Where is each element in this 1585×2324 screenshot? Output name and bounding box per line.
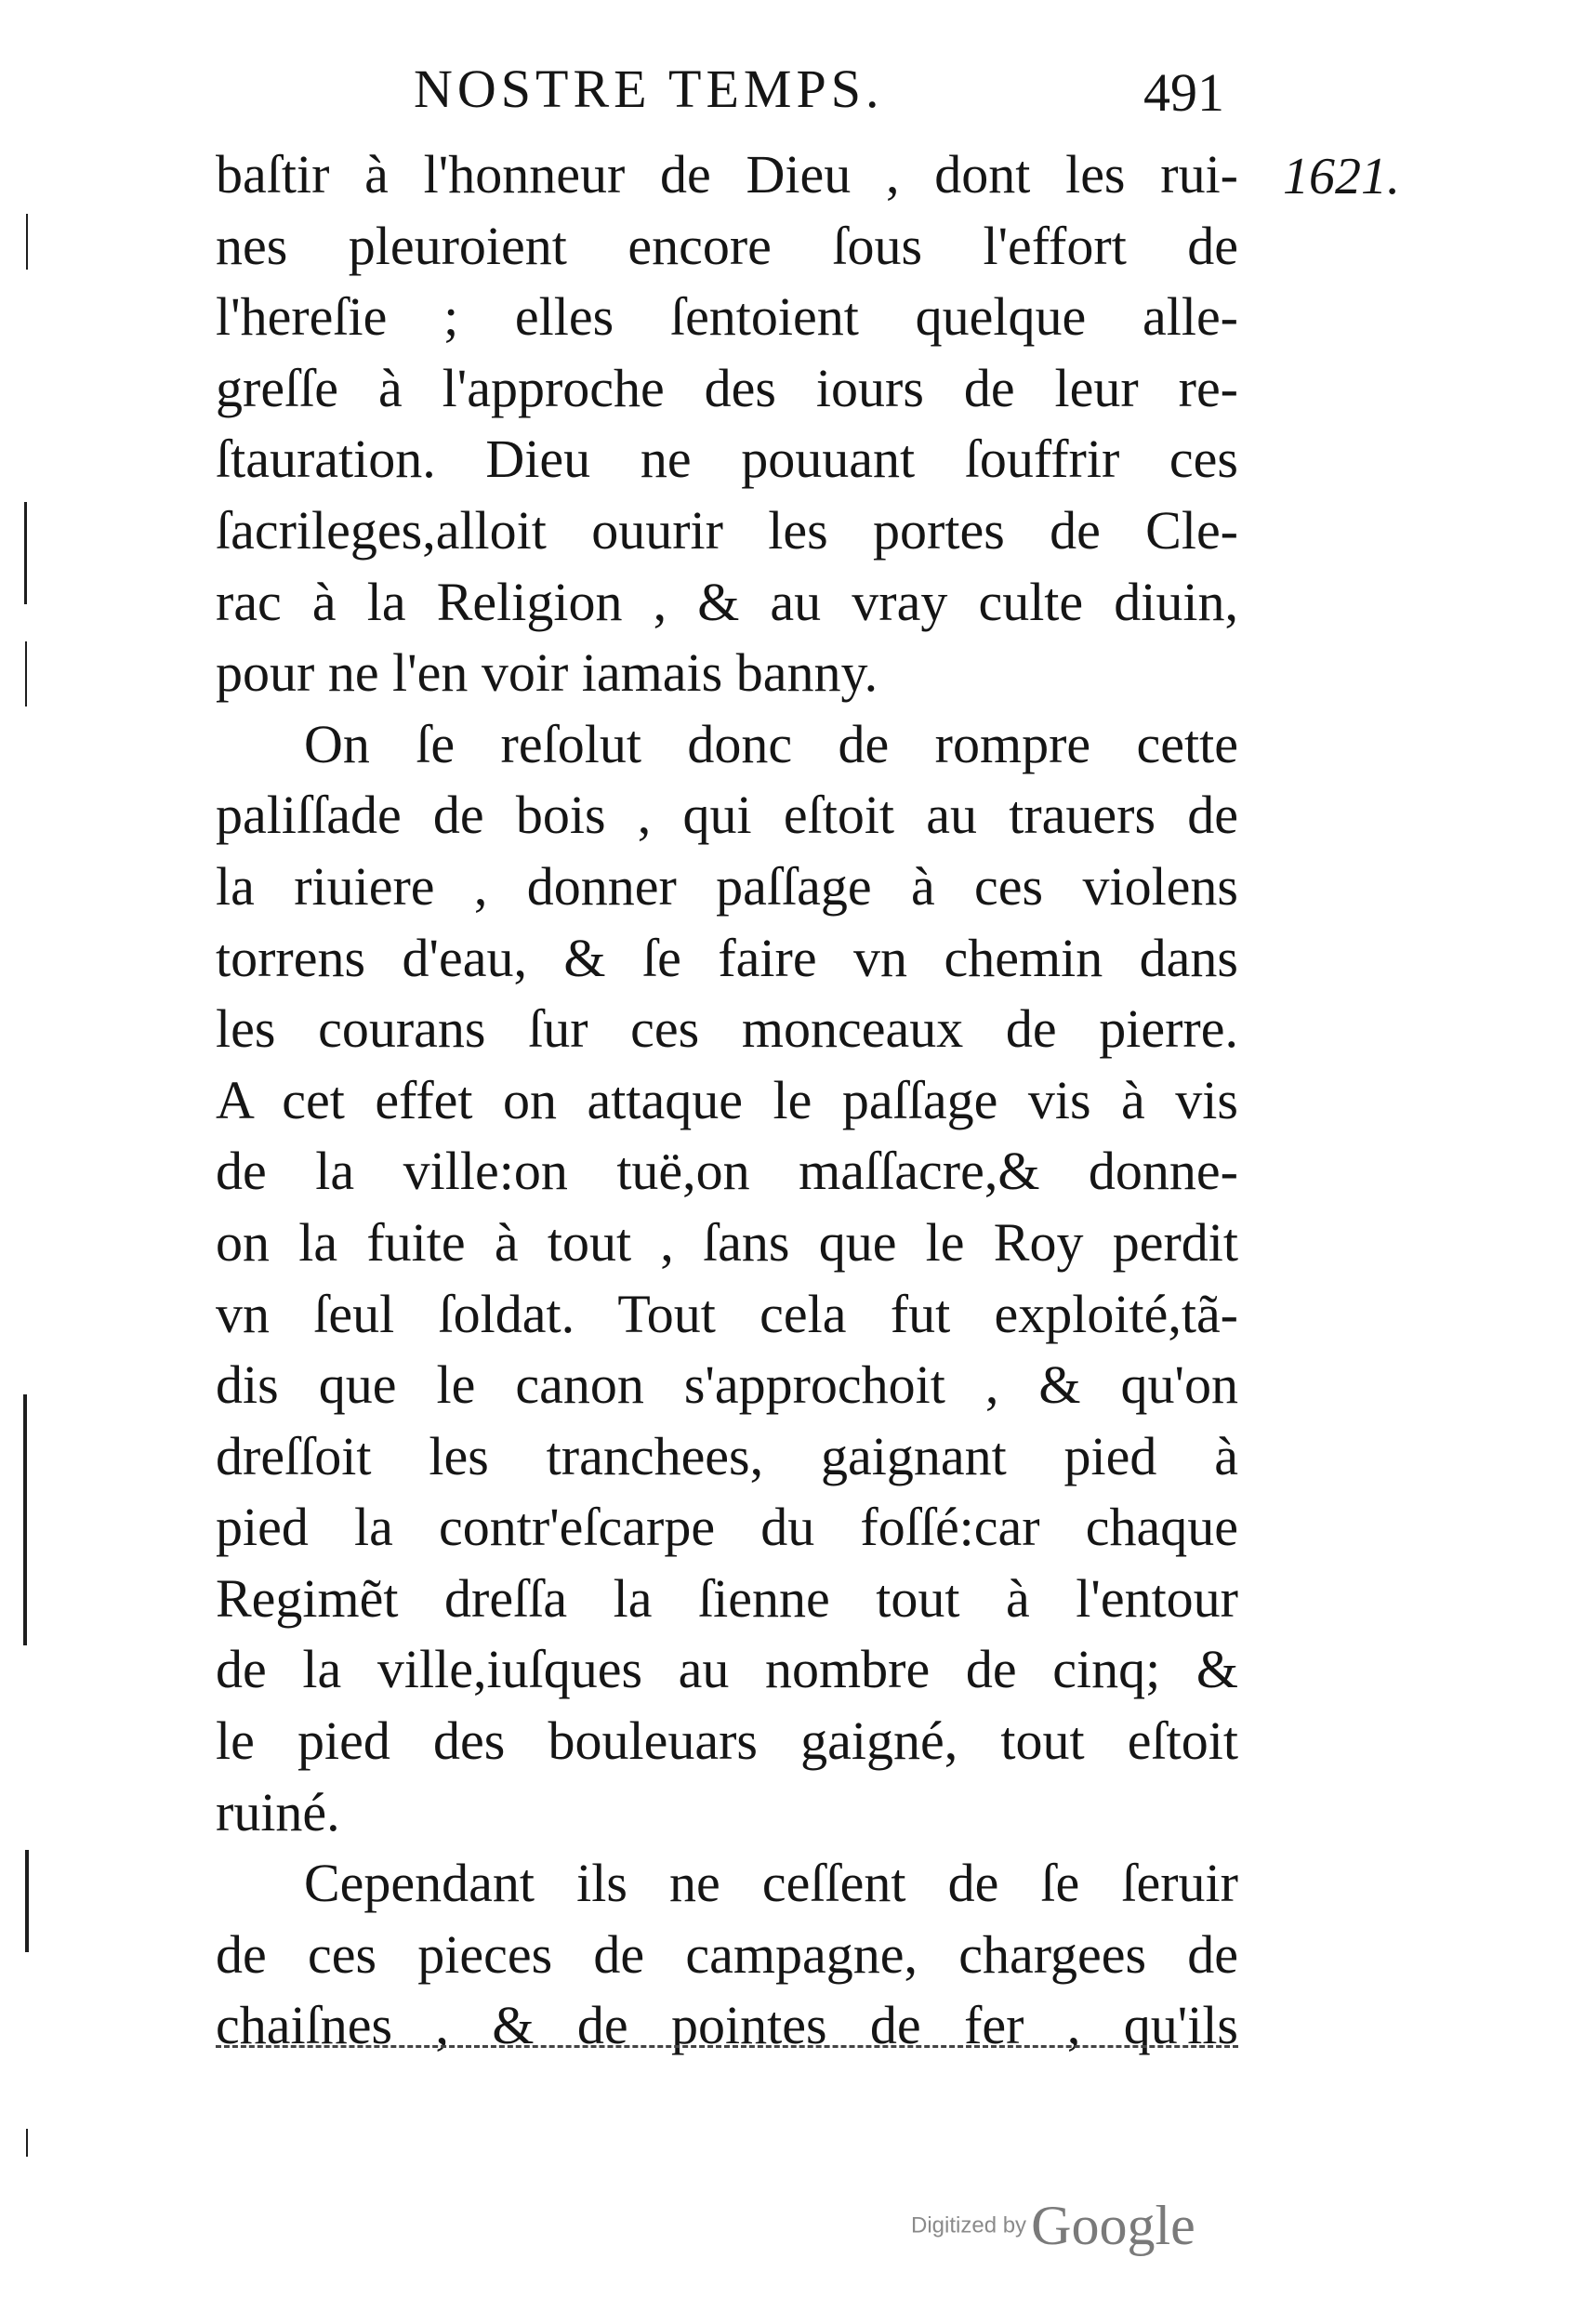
text-line: ſtauration. Dieu ne pouuant ſouffrir ces <box>216 429 1238 490</box>
text-line: Regimẽt dreſſa la ſienne tout à l'entour <box>216 1567 1238 1629</box>
scan-artifact-mark <box>26 214 28 270</box>
text-line: le pied des bouleuars gaigné, tout eſtoit <box>216 1710 1238 1772</box>
scan-artifact-mark <box>24 502 27 604</box>
google-logo: Google <box>1031 2195 1195 2256</box>
text-line: de la ville,iuſques au nombre de cinq; & <box>216 1639 1238 1700</box>
paragraph-start-line: On ſe reſolut donc de rompre cette <box>304 713 1238 774</box>
text-line: l'hereſie ; elles ſentoient quelque alle- <box>216 286 1238 348</box>
margin-year-note: 1621. <box>1283 148 1400 205</box>
page-number: 491 <box>1143 62 1224 123</box>
digitized-by-watermark <box>911 2194 1195 2258</box>
text-line: A cet effet on attaque le paſſage vis à vis <box>216 1069 1238 1130</box>
paragraph-end-line: ruiné. <box>216 1781 340 1842</box>
text-line: la riuiere , donner paſſage à ces violens <box>216 855 1238 917</box>
text-line: ſacrileges,alloit ouurir les portes de Cle- <box>216 499 1238 561</box>
text-line: torrens d'eau, & ſe faire vn chemin dans <box>216 927 1238 988</box>
text-line: vn ſeul ſoldat. Tout cela fut exploité,tã- <box>216 1283 1238 1344</box>
text-line: de ces pieces de campagne, chargees de <box>216 1923 1238 1985</box>
text-line: de la ville:on tuë,on maſſacre,& donne- <box>216 1141 1238 1202</box>
text-line: paliſſade de bois , qui eſtoit au trauers de <box>216 785 1238 846</box>
text-line: les courans ſur ces monceaux de pierre. <box>216 998 1238 1060</box>
scan-artifact-mark <box>23 1394 27 1645</box>
text-line: nes pleuroient encore ſous l'effort de <box>216 215 1238 276</box>
paragraph-end-line: pour ne l'en voir iamais banny. <box>216 642 878 704</box>
text-line: pied la contr'eſcarpe du foſſé:car chaque <box>216 1497 1238 1558</box>
text-line: greſſe à l'approche des iours de leur re- <box>216 357 1238 418</box>
digitized-by-text: Digitized by <box>911 2212 1027 2238</box>
scan-artifact-mark <box>26 2129 28 2157</box>
text-line: baſtir à l'honneur de Dieu , dont les rui- <box>216 144 1238 205</box>
running-title: NOSTRE TEMPS. <box>414 59 884 119</box>
text-line: chaiſnes , & de pointes de fer , qu'ils <box>216 1995 1238 2056</box>
text-line: dis que le canon s'approchoit , & qu'on <box>216 1354 1238 1416</box>
text-line: on la fuite à tout , ſans que le Roy perdit <box>216 1211 1238 1273</box>
paragraph-start-line: Cependant ils ne ceſſent de ſe ſeruir <box>304 1853 1238 1914</box>
bottom-dashed-rule <box>216 2045 1238 2048</box>
text-line: dreſſoit les tranchees, gaignant pied à <box>216 1425 1238 1486</box>
text-line: rac à la Religion , & au vray culte diuin, <box>216 571 1238 632</box>
body-text <box>216 139 1238 2062</box>
scan-artifact-mark <box>25 1850 29 1952</box>
scan-artifact-mark <box>25 641 27 706</box>
